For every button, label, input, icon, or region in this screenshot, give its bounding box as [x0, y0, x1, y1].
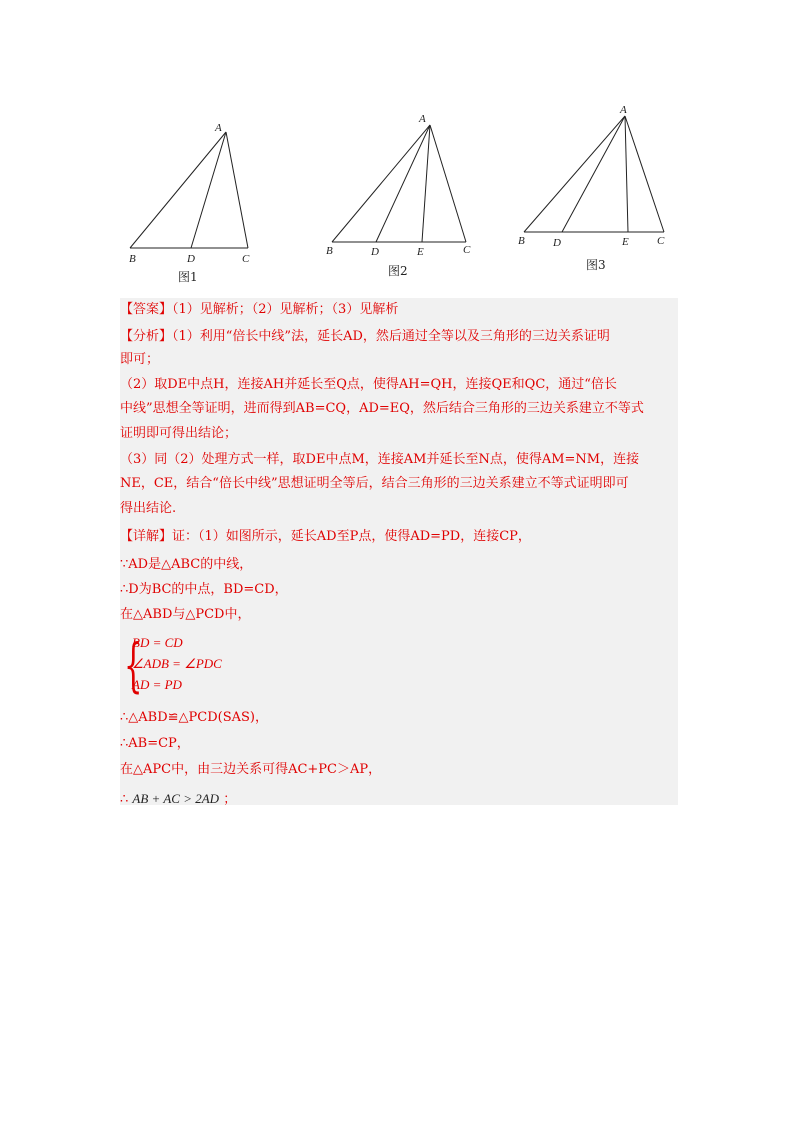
fig3-point-a: A: [620, 104, 627, 116]
detail-line-4: 在△ABD与△PCD中，: [120, 607, 251, 622]
fig2-segment-ab: [332, 125, 430, 242]
conclusion-line: [120, 788, 236, 807]
geometry-figures: [0, 0, 800, 300]
fig1-point-d: D: [187, 253, 195, 265]
fig3-segment-ae: [625, 116, 628, 232]
analysis-line-7: NE，CE，结合“倍长中线”思想证明全等后，结合三角形的三边关系建立不等式证明即可: [120, 476, 629, 491]
fig3-point-c: C: [657, 235, 665, 247]
fig3-point-b: B: [518, 235, 525, 247]
left-brace: {: [124, 631, 143, 699]
analysis-line-4: 中线”思想全等证明，进而得到AB=CQ，AD=EQ，然后结合三角形的三边关系建立不等式: [120, 401, 644, 416]
conclusion-suffix: ；: [223, 792, 237, 807]
equation-line-3: AD = PD: [132, 677, 182, 692]
detail-line-3: ∴D为BC的中点，BD=CD，: [120, 582, 288, 597]
figure-1: [129, 122, 250, 284]
detail-line-5: ∴△ABD≌△PCD(SAS)，: [120, 710, 268, 725]
fig3-point-e: E: [622, 236, 629, 248]
fig1-caption: 图1: [178, 270, 198, 284]
fig2-point-c: C: [463, 244, 471, 256]
conclusion-inequality: AB + AC > 2AD: [132, 791, 220, 806]
fig2-point-b: B: [326, 245, 333, 257]
figure-3: [518, 104, 665, 272]
analysis-line-1: 【分析】（1）利用“倍长中线”法，延长AD，然后通过全等以及三角形的三边关系证明: [120, 329, 610, 344]
detail-line-1: 【详解】证：（1）如图所示，延长AD至P点，使得AD=PD，连接CP，: [120, 529, 531, 544]
fig2-segment-ad: [376, 125, 430, 242]
fig1-point-c: C: [242, 253, 250, 265]
fig2-caption: 图2: [388, 264, 408, 278]
fig3-segment-ab: [524, 116, 625, 232]
fig1-segment-ab: [130, 132, 226, 248]
fig3-segment-ac: [625, 116, 664, 232]
analysis-line-6: （3）同（2）处理方式一样，取DE中点M，连接AM并延长至N点，使得AM=NM，连接: [120, 452, 640, 467]
fig2-point-d: D: [371, 246, 379, 258]
answer-line: 【答案】（1）见解析；（2）见解析；（3）见解析: [120, 302, 399, 317]
fig2-point-a: A: [419, 113, 426, 125]
fig1-point-b: B: [129, 253, 136, 265]
detail-line-6: ∴AB=CP，: [120, 736, 190, 751]
figure-2: [326, 113, 471, 278]
analysis-line-8: 得出结论.: [120, 501, 177, 516]
analysis-line-3: （2）取DE中点H，连接AH并延长至Q点，使得AH=QH，连接QE和QC，通过“倍长: [120, 377, 617, 392]
fig3-segment-ad: [562, 116, 625, 232]
fig2-segment-ae: [422, 125, 430, 242]
fig2-segment-ac: [430, 125, 466, 242]
congruence-system: [124, 631, 234, 699]
therefore-symbol: ∴: [120, 792, 129, 807]
equation-line-2: ∠ADB = ∠PDC: [132, 656, 222, 671]
analysis-line-5: 证明即可得出结论；: [120, 426, 238, 441]
equation-line-1: BD = CD: [132, 635, 183, 650]
analysis-line-2: 即可；: [120, 352, 160, 367]
detail-line-2: ∵AD是△ABC的中线，: [120, 557, 253, 572]
fig3-caption: 图3: [586, 258, 606, 272]
solution-block: [120, 298, 678, 805]
fig3-point-d: D: [553, 237, 561, 249]
fig1-segment-ad: [191, 132, 226, 248]
fig2-point-e: E: [417, 246, 424, 258]
fig1-point-a: A: [215, 122, 222, 134]
detail-line-7: 在△APC中，由三边关系可得AC+PC＞AP，: [120, 762, 382, 777]
fig1-segment-ac: [226, 132, 248, 248]
